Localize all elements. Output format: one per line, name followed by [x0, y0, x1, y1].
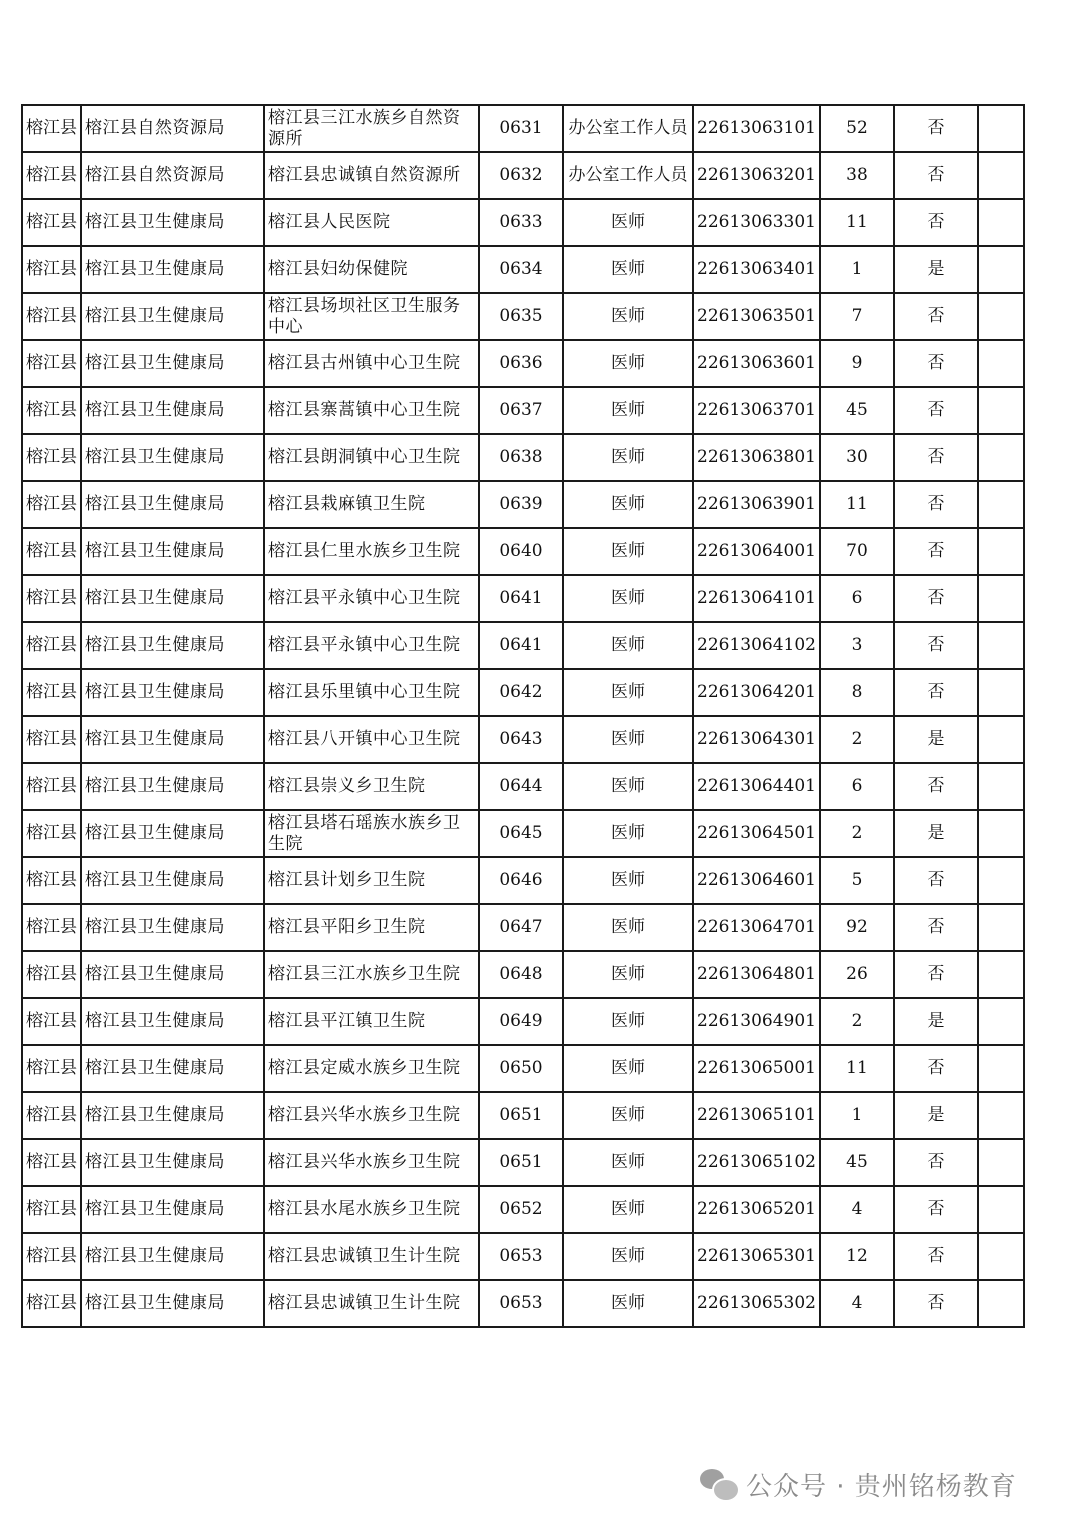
cell-note	[978, 481, 1024, 528]
table-row	[22, 951, 1024, 998]
cell-position: 办公室工作人员	[563, 152, 693, 199]
cell-county: 榕江县	[22, 763, 81, 810]
cell-flag: 是	[894, 716, 978, 763]
cell-note	[978, 716, 1024, 763]
cell-count: 4	[820, 1186, 894, 1233]
cell-employer-code: 0636	[479, 340, 563, 387]
cell-position-code: 22613065302	[693, 1280, 820, 1327]
cell-flag: 否	[894, 622, 978, 669]
cell-county: 榕江县	[22, 340, 81, 387]
cell-employer: 榕江县平永镇中心卫生院	[264, 622, 479, 669]
cell-county: 榕江县	[22, 622, 81, 669]
table-row	[22, 1139, 1024, 1186]
cell-employer: 榕江县三江水族乡自然资源所	[264, 105, 479, 152]
cell-note	[978, 199, 1024, 246]
cell-flag: 否	[894, 1233, 978, 1280]
cell-employer-code: 0640	[479, 528, 563, 575]
cell-department: 榕江县卫生健康局	[81, 904, 264, 951]
cell-flag: 否	[894, 199, 978, 246]
cell-flag: 否	[894, 857, 978, 904]
cell-department: 榕江县卫生健康局	[81, 387, 264, 434]
cell-position: 医师	[563, 528, 693, 575]
cell-flag: 否	[894, 387, 978, 434]
cell-employer: 榕江县兴华水族乡卫生院	[264, 1092, 479, 1139]
cell-position: 医师	[563, 998, 693, 1045]
cell-county: 榕江县	[22, 246, 81, 293]
cell-county: 榕江县	[22, 951, 81, 998]
cell-employer: 榕江县栽麻镇卫生院	[264, 481, 479, 528]
cell-county: 榕江县	[22, 716, 81, 763]
cell-county: 榕江县	[22, 387, 81, 434]
cell-employer-code: 0651	[479, 1139, 563, 1186]
table-row	[22, 528, 1024, 575]
table-row	[22, 481, 1024, 528]
cell-employer-code: 0631	[479, 105, 563, 152]
cell-position: 医师	[563, 340, 693, 387]
cell-position: 医师	[563, 434, 693, 481]
cell-position: 医师	[563, 810, 693, 857]
table-row	[22, 434, 1024, 481]
cell-count: 9	[820, 340, 894, 387]
table-row	[22, 857, 1024, 904]
cell-count: 52	[820, 105, 894, 152]
cell-county: 榕江县	[22, 1186, 81, 1233]
cell-flag: 否	[894, 105, 978, 152]
cell-employer: 榕江县朗洞镇中心卫生院	[264, 434, 479, 481]
cell-employer: 榕江县平永镇中心卫生院	[264, 575, 479, 622]
cell-county: 榕江县	[22, 810, 81, 857]
cell-county: 榕江县	[22, 481, 81, 528]
cell-count: 2	[820, 810, 894, 857]
cell-employer-code: 0650	[479, 1045, 563, 1092]
cell-employer: 榕江县乐里镇中心卫生院	[264, 669, 479, 716]
cell-county: 榕江县	[22, 998, 81, 1045]
cell-count: 45	[820, 1139, 894, 1186]
cell-flag: 否	[894, 904, 978, 951]
cell-department: 榕江县卫生健康局	[81, 434, 264, 481]
cell-county: 榕江县	[22, 1280, 81, 1327]
cell-flag: 否	[894, 669, 978, 716]
cell-employer-code: 0634	[479, 246, 563, 293]
cell-employer-code: 0649	[479, 998, 563, 1045]
cell-flag: 是	[894, 998, 978, 1045]
cell-employer: 榕江县三江水族乡卫生院	[264, 951, 479, 998]
cell-employer-code: 0651	[479, 1092, 563, 1139]
cell-employer: 榕江县计划乡卫生院	[264, 857, 479, 904]
table-body	[22, 105, 1024, 1327]
cell-county: 榕江县	[22, 434, 81, 481]
cell-position: 医师	[563, 622, 693, 669]
cell-position-code: 22613064301	[693, 716, 820, 763]
cell-employer: 榕江县场坝社区卫生服务中心	[264, 293, 479, 340]
cell-position-code: 22613063401	[693, 246, 820, 293]
cell-count: 11	[820, 481, 894, 528]
cell-employer: 榕江县平江镇卫生院	[264, 998, 479, 1045]
cell-county: 榕江县	[22, 105, 81, 152]
cell-county: 榕江县	[22, 1139, 81, 1186]
cell-count: 38	[820, 152, 894, 199]
cell-count: 26	[820, 951, 894, 998]
cell-employer: 榕江县古州镇中心卫生院	[264, 340, 479, 387]
cell-employer-code: 0647	[479, 904, 563, 951]
cell-department: 榕江县卫生健康局	[81, 1233, 264, 1280]
cell-department: 榕江县卫生健康局	[81, 669, 264, 716]
wechat-icon	[700, 1467, 738, 1501]
cell-position: 医师	[563, 387, 693, 434]
cell-count: 11	[820, 1045, 894, 1092]
cell-position-code: 22613064601	[693, 857, 820, 904]
cell-employer: 榕江县兴华水族乡卫生院	[264, 1139, 479, 1186]
cell-department: 榕江县卫生健康局	[81, 716, 264, 763]
cell-position: 医师	[563, 293, 693, 340]
cell-department: 榕江县自然资源局	[81, 152, 264, 199]
cell-flag: 否	[894, 152, 978, 199]
cell-note	[978, 1280, 1024, 1327]
table-row	[22, 199, 1024, 246]
cell-department: 榕江县卫生健康局	[81, 622, 264, 669]
cell-position-code: 22613063901	[693, 481, 820, 528]
cell-position: 医师	[563, 857, 693, 904]
cell-position-code: 22613063101	[693, 105, 820, 152]
cell-note	[978, 293, 1024, 340]
cell-department: 榕江县卫生健康局	[81, 998, 264, 1045]
cell-department: 榕江县卫生健康局	[81, 1092, 264, 1139]
cell-department: 榕江县卫生健康局	[81, 1139, 264, 1186]
table-row	[22, 904, 1024, 951]
cell-flag: 否	[894, 951, 978, 998]
cell-department: 榕江县卫生健康局	[81, 246, 264, 293]
cell-position-code: 22613065001	[693, 1045, 820, 1092]
cell-note	[978, 998, 1024, 1045]
cell-county: 榕江县	[22, 152, 81, 199]
cell-employer: 榕江县忠诚镇卫生计生院	[264, 1280, 479, 1327]
cell-flag: 否	[894, 340, 978, 387]
cell-flag: 是	[894, 1092, 978, 1139]
cell-position-code: 22613064701	[693, 904, 820, 951]
cell-employer: 榕江县忠诚镇卫生计生院	[264, 1233, 479, 1280]
cell-department: 榕江县卫生健康局	[81, 1045, 264, 1092]
cell-position-code: 22613063801	[693, 434, 820, 481]
cell-employer-code: 0641	[479, 575, 563, 622]
cell-position-code: 22613064102	[693, 622, 820, 669]
cell-position: 医师	[563, 1139, 693, 1186]
cell-note	[978, 763, 1024, 810]
cell-position: 医师	[563, 575, 693, 622]
watermark-text: 公众号 · 贵州铭杨教育	[746, 1471, 1017, 1502]
cell-county: 榕江县	[22, 1045, 81, 1092]
cell-department: 榕江县卫生健康局	[81, 1186, 264, 1233]
cell-employer: 榕江县水尾水族乡卫生院	[264, 1186, 479, 1233]
cell-note	[978, 669, 1024, 716]
cell-employer: 榕江县八开镇中心卫生院	[264, 716, 479, 763]
cell-position-code: 22613064901	[693, 998, 820, 1045]
cell-position-code: 22613064501	[693, 810, 820, 857]
cell-employer-code: 0646	[479, 857, 563, 904]
cell-position: 医师	[563, 763, 693, 810]
cell-count: 4	[820, 1280, 894, 1327]
cell-department: 榕江县卫生健康局	[81, 340, 264, 387]
cell-position-code: 22613064101	[693, 575, 820, 622]
cell-department: 榕江县卫生健康局	[81, 1280, 264, 1327]
cell-employer: 榕江县寨蒿镇中心卫生院	[264, 387, 479, 434]
cell-department: 榕江县卫生健康局	[81, 293, 264, 340]
cell-note	[978, 1045, 1024, 1092]
cell-employer-code: 0638	[479, 434, 563, 481]
cell-employer-code: 0644	[479, 763, 563, 810]
table-row	[22, 246, 1024, 293]
cell-note	[978, 1092, 1024, 1139]
cell-count: 8	[820, 669, 894, 716]
cell-county: 榕江县	[22, 575, 81, 622]
cell-county: 榕江县	[22, 669, 81, 716]
cell-position: 医师	[563, 246, 693, 293]
recruitment-table	[21, 104, 1025, 1328]
cell-position: 医师	[563, 904, 693, 951]
cell-position: 医师	[563, 1045, 693, 1092]
cell-employer-code: 0653	[479, 1233, 563, 1280]
cell-employer-code: 0643	[479, 716, 563, 763]
cell-count: 2	[820, 998, 894, 1045]
cell-employer-code: 0652	[479, 1186, 563, 1233]
cell-position-code: 22613065102	[693, 1139, 820, 1186]
cell-position-code: 22613063701	[693, 387, 820, 434]
cell-employer: 榕江县定威水族乡卫生院	[264, 1045, 479, 1092]
cell-count: 1	[820, 1092, 894, 1139]
cell-position-code: 22613064201	[693, 669, 820, 716]
cell-note	[978, 152, 1024, 199]
cell-flag: 否	[894, 481, 978, 528]
cell-note	[978, 810, 1024, 857]
cell-position-code: 22613064801	[693, 951, 820, 998]
table-row	[22, 1233, 1024, 1280]
table-row	[22, 810, 1024, 857]
cell-note	[978, 857, 1024, 904]
cell-employer: 榕江县塔石瑶族水族乡卫生院	[264, 810, 479, 857]
cell-count: 5	[820, 857, 894, 904]
cell-count: 12	[820, 1233, 894, 1280]
cell-department: 榕江县卫生健康局	[81, 575, 264, 622]
cell-count: 30	[820, 434, 894, 481]
cell-position: 医师	[563, 716, 693, 763]
cell-employer-code: 0633	[479, 199, 563, 246]
cell-position-code: 22613063501	[693, 293, 820, 340]
cell-flag: 否	[894, 1045, 978, 1092]
cell-department: 榕江县卫生健康局	[81, 763, 264, 810]
cell-note	[978, 340, 1024, 387]
table-row	[22, 1045, 1024, 1092]
cell-employer-code: 0639	[479, 481, 563, 528]
cell-county: 榕江县	[22, 199, 81, 246]
table-row	[22, 763, 1024, 810]
cell-employer-code: 0637	[479, 387, 563, 434]
cell-note	[978, 1233, 1024, 1280]
cell-county: 榕江县	[22, 904, 81, 951]
cell-note	[978, 387, 1024, 434]
cell-flag: 否	[894, 1139, 978, 1186]
cell-position-code: 22613065201	[693, 1186, 820, 1233]
cell-note	[978, 246, 1024, 293]
cell-department: 榕江县卫生健康局	[81, 199, 264, 246]
cell-employer: 榕江县仁里水族乡卫生院	[264, 528, 479, 575]
cell-employer-code: 0635	[479, 293, 563, 340]
cell-flag: 否	[894, 575, 978, 622]
cell-department: 榕江县卫生健康局	[81, 481, 264, 528]
cell-count: 45	[820, 387, 894, 434]
cell-department: 榕江县卫生健康局	[81, 951, 264, 998]
table-row	[22, 293, 1024, 340]
table-row	[22, 1092, 1024, 1139]
cell-position: 医师	[563, 1233, 693, 1280]
cell-position: 医师	[563, 1092, 693, 1139]
table-row	[22, 575, 1024, 622]
cell-count: 92	[820, 904, 894, 951]
cell-employer-code: 0653	[479, 1280, 563, 1327]
cell-employer: 榕江县平阳乡卫生院	[264, 904, 479, 951]
table-row	[22, 622, 1024, 669]
cell-employer-code: 0642	[479, 669, 563, 716]
cell-employer: 榕江县忠诚镇自然资源所	[264, 152, 479, 199]
cell-position: 医师	[563, 1280, 693, 1327]
table-row	[22, 105, 1024, 152]
cell-flag: 否	[894, 293, 978, 340]
cell-count: 3	[820, 622, 894, 669]
cell-employer-code: 0632	[479, 152, 563, 199]
cell-county: 榕江县	[22, 1092, 81, 1139]
cell-count: 6	[820, 575, 894, 622]
cell-note	[978, 1186, 1024, 1233]
cell-count: 2	[820, 716, 894, 763]
table-row	[22, 716, 1024, 763]
cell-flag: 否	[894, 1186, 978, 1233]
cell-county: 榕江县	[22, 1233, 81, 1280]
cell-position-code: 22613063301	[693, 199, 820, 246]
cell-county: 榕江县	[22, 293, 81, 340]
cell-position-code: 22613064001	[693, 528, 820, 575]
cell-employer-code: 0645	[479, 810, 563, 857]
table-row	[22, 1280, 1024, 1327]
cell-flag: 否	[894, 434, 978, 481]
watermark	[700, 1464, 1017, 1504]
cell-county: 榕江县	[22, 528, 81, 575]
cell-flag: 是	[894, 810, 978, 857]
cell-position: 办公室工作人员	[563, 105, 693, 152]
table-row	[22, 340, 1024, 387]
cell-county: 榕江县	[22, 857, 81, 904]
cell-position: 医师	[563, 1186, 693, 1233]
table-row	[22, 1186, 1024, 1233]
cell-note	[978, 951, 1024, 998]
table-row	[22, 998, 1024, 1045]
table-row	[22, 152, 1024, 199]
cell-position: 医师	[563, 669, 693, 716]
cell-count: 1	[820, 246, 894, 293]
cell-note	[978, 575, 1024, 622]
cell-note	[978, 434, 1024, 481]
cell-position-code: 22613063601	[693, 340, 820, 387]
cell-note	[978, 1139, 1024, 1186]
cell-employer: 榕江县妇幼保健院	[264, 246, 479, 293]
cell-position-code: 22613063201	[693, 152, 820, 199]
cell-position-code: 22613065301	[693, 1233, 820, 1280]
cell-flag: 否	[894, 1280, 978, 1327]
cell-position-code: 22613064401	[693, 763, 820, 810]
cell-count: 11	[820, 199, 894, 246]
cell-department: 榕江县自然资源局	[81, 105, 264, 152]
table-row	[22, 387, 1024, 434]
cell-department: 榕江县卫生健康局	[81, 857, 264, 904]
cell-count: 6	[820, 763, 894, 810]
cell-flag: 否	[894, 763, 978, 810]
cell-note	[978, 105, 1024, 152]
cell-position-code: 22613065101	[693, 1092, 820, 1139]
cell-employer-code: 0648	[479, 951, 563, 998]
cell-count: 70	[820, 528, 894, 575]
cell-position: 医师	[563, 199, 693, 246]
cell-department: 榕江县卫生健康局	[81, 810, 264, 857]
cell-department: 榕江县卫生健康局	[81, 528, 264, 575]
cell-position: 医师	[563, 481, 693, 528]
cell-flag: 否	[894, 528, 978, 575]
cell-employer: 榕江县人民医院	[264, 199, 479, 246]
cell-position: 医师	[563, 951, 693, 998]
cell-flag: 是	[894, 246, 978, 293]
cell-count: 7	[820, 293, 894, 340]
table-row	[22, 669, 1024, 716]
cell-note	[978, 622, 1024, 669]
cell-note	[978, 528, 1024, 575]
cell-note	[978, 904, 1024, 951]
cell-employer-code: 0641	[479, 622, 563, 669]
cell-employer: 榕江县崇义乡卫生院	[264, 763, 479, 810]
